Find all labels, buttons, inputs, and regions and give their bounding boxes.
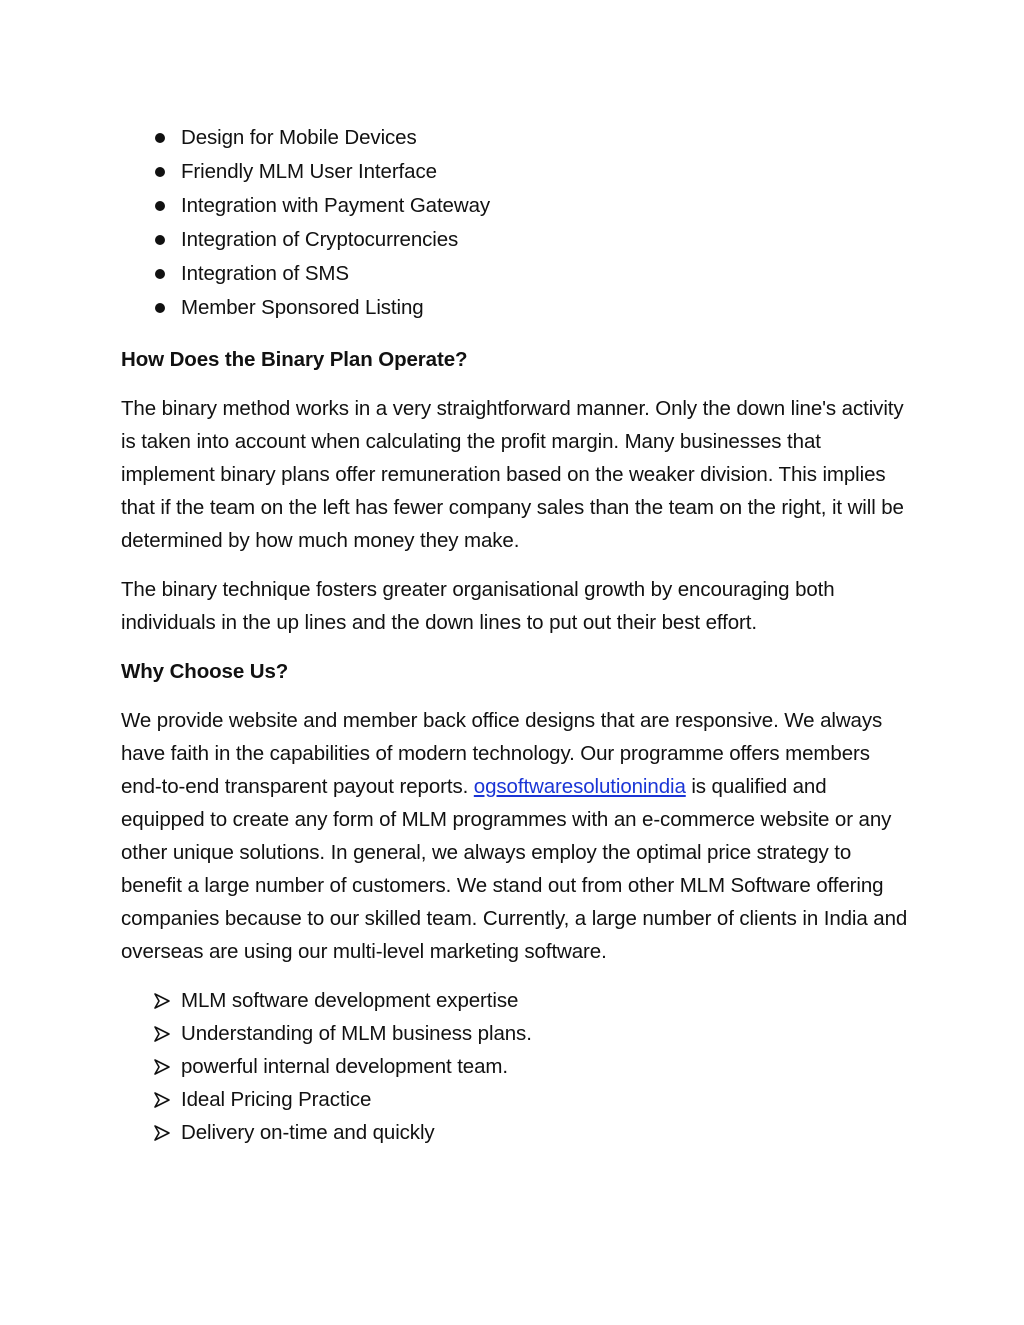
why-choose-us-heading: Why Choose Us?	[121, 660, 289, 683]
list-item	[121, 189, 911, 223]
list-item-text: Ideal Pricing Practice	[181, 1088, 372, 1111]
binary-plan-paragraph-2: The binary technique fosters greater organisational growth by encouraging both individuals in the up lines and the down lines to put out their best effort.	[121, 578, 835, 634]
bullet-icon	[155, 201, 165, 211]
strengths-list	[121, 984, 911, 1149]
document-body	[121, 121, 911, 1149]
list-item-text: Friendly MLM User Interface	[181, 160, 437, 183]
list-item-text: Member Sponsored Listing	[181, 296, 424, 319]
features-list	[121, 121, 911, 325]
binary-plan-paragraph-1: The binary method works in a very straightforward manner. Only the down line's activity is taken into account when calculating the profit margin. Many businesses that implement binary plans offer remuneration based on the weaker division. This implies that if the team on the left has fewer company sales than the team on the right, it will be determined by how much money they make.	[121, 397, 904, 552]
list-item-text: Understanding of MLM business plans.	[181, 1022, 532, 1045]
list-item-text: Integration of SMS	[181, 262, 349, 285]
arrow-bullet-icon	[153, 992, 171, 1010]
list-item-text: Design for Mobile Devices	[181, 126, 417, 149]
arrow-bullet-icon	[153, 1058, 171, 1076]
list-item	[121, 121, 911, 155]
list-item	[121, 155, 911, 189]
list-item-text: Integration with Payment Gateway	[181, 194, 491, 217]
arrow-bullet-icon	[153, 1025, 171, 1043]
list-item-text: powerful internal development team.	[181, 1055, 508, 1078]
paragraph-text-after-link: is qualified and equipped to create any form of MLM programmes with an e-commerce website or any other unique solutions. In general, we always employ the optimal price strategy to benefit a large number of customers. We stand out from other MLM Software offering companies because to our skilled team. Currently, a large number of clients in India and overseas are using our multi-level marketing software.	[121, 775, 908, 963]
bullet-icon	[155, 235, 165, 245]
arrow-bullet-icon	[153, 1091, 171, 1109]
arrow-bullet-icon	[153, 1124, 171, 1142]
list-item	[121, 291, 911, 325]
list-item	[121, 1083, 911, 1116]
bullet-icon	[155, 167, 165, 177]
list-item	[121, 223, 911, 257]
list-item	[121, 1017, 911, 1050]
list-item-text: MLM software development expertise	[181, 989, 519, 1012]
list-item	[121, 984, 911, 1017]
list-item-text: Delivery on-time and quickly	[181, 1121, 435, 1144]
why-choose-us-paragraph	[121, 704, 911, 968]
binary-plan-heading: How Does the Binary Plan Operate?	[121, 348, 468, 371]
list-item	[121, 257, 911, 291]
bullet-icon	[155, 269, 165, 279]
list-item-text: Integration of Cryptocurrencies	[181, 228, 459, 251]
bullet-icon	[155, 303, 165, 313]
paragraph-text-before-link: We provide website and member back office designs that are responsive. We always have faith in the capabilities of modern technology. Our programme offers members end-to-end transparent payout reports.	[121, 709, 883, 798]
list-item	[121, 1050, 911, 1083]
company-link[interactable]: ogsoftwaresolutionindia	[473, 775, 686, 798]
bullet-icon	[155, 133, 165, 143]
list-item	[121, 1116, 911, 1149]
